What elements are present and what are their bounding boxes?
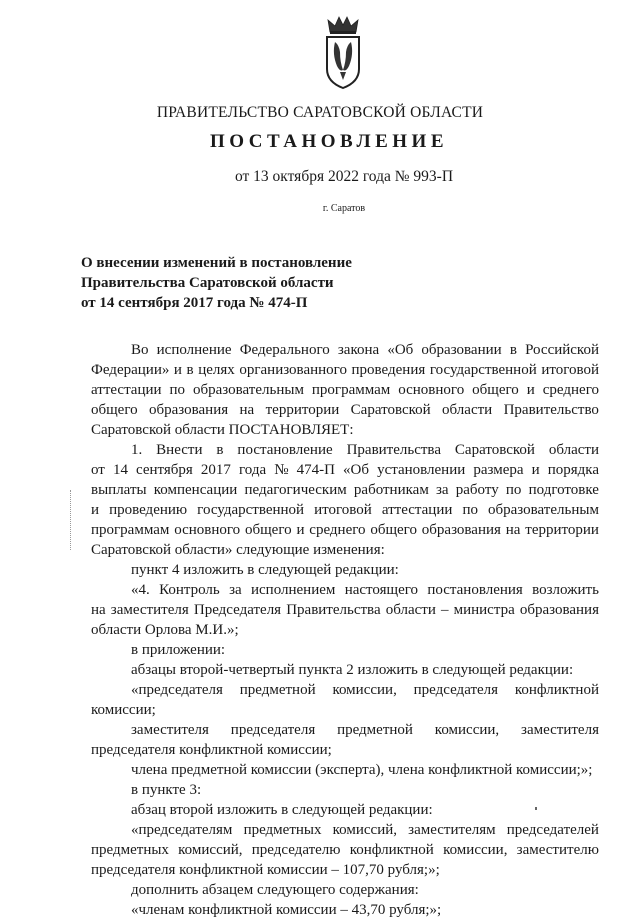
body-line: 1. Внести в постановление Правительства Саратовской области [131, 442, 599, 458]
body-line: аттестации по образовательным программам основного общего и среднего [91, 382, 599, 398]
coat-of-arms-icon [318, 14, 368, 94]
document-body [91, 340, 599, 920]
margin-mark [70, 490, 73, 550]
body-line: «4. Контроль за исполнением настоящего постановления возложить [131, 582, 599, 598]
subject-line: Правительства Саратовской области [81, 275, 334, 291]
document-city: г. Саратов [322, 203, 366, 214]
body-line: «председателям предметных комиссий, заместителям председателей [131, 822, 599, 838]
body-line: в приложении: [131, 642, 226, 658]
document-date-number: от 13 октября 2022 года № 993-П [234, 168, 454, 185]
body-line: Саратовской области» следующие изменения: [91, 542, 385, 558]
body-line: председателя конфликтной комиссии; [91, 742, 332, 758]
body-line: предметных комиссий, председателю конфликтной комиссии, заместителю [91, 842, 599, 858]
body-line: дополнить абзацем следующего содержания: [131, 882, 419, 898]
body-line: абзац второй изложить в следующей редакции: [131, 802, 433, 818]
body-line: программам основного общего и среднего общего образования на территории [91, 522, 599, 538]
body-line: на заместителя Председателя Правительства области – министра образования [91, 602, 599, 618]
body-line: пункт 4 изложить в следующей редакции: [131, 562, 399, 578]
body-line: «председателя предметной комиссии, председателя конфликтной [131, 682, 599, 698]
body-line: области Орлова М.И.»; [91, 622, 239, 638]
body-line: Федерации» и в целях организованного проведения государственной итоговой [91, 362, 599, 378]
subject-line: О внесении изменений в постановление [81, 255, 352, 271]
body-line: «членам конфликтной комиссии – 43,70 рубля;»; [131, 902, 442, 918]
body-line: от 14 сентября 2017 года № 474-П «Об установлении размера и порядка [91, 462, 599, 478]
body-line: выплаты компенсации педагогическим работникам за работу по подготовке [91, 482, 599, 498]
document-subject [81, 253, 481, 313]
body-line: Во исполнение Федерального закона «Об образовании в Российской [131, 342, 599, 358]
body-line: общего образования на территории Саратовской области Правительство [91, 402, 599, 418]
body-line: в пункте 3: [131, 782, 202, 798]
body-line: председателя конфликтной комиссии – 107,70 рубля;»; [91, 862, 440, 878]
body-line: комиссии; [91, 702, 156, 718]
body-line: заместителя председателя предметной комиссии, заместителя [131, 722, 599, 738]
body-line: Саратовской области ПОСТАНОВЛЯЕТ: [91, 422, 354, 438]
subject-line: от 14 сентября 2017 года № 474-П [81, 295, 308, 311]
document-type: ПОСТАНОВЛЕНИЕ [209, 131, 449, 152]
body-line: абзацы второй-четвертый пункта 2 изложить в следующей редакции: [131, 662, 574, 678]
government-title: ПРАВИТЕЛЬСТВО САРАТОВСКОЙ ОБЛАСТИ [156, 104, 484, 121]
body-line: члена предметной комиссии (эксперта), члена конфликтной комиссии;»; [131, 762, 593, 778]
body-line: и проведению государственной итоговой аттестации по образовательным [91, 502, 599, 518]
